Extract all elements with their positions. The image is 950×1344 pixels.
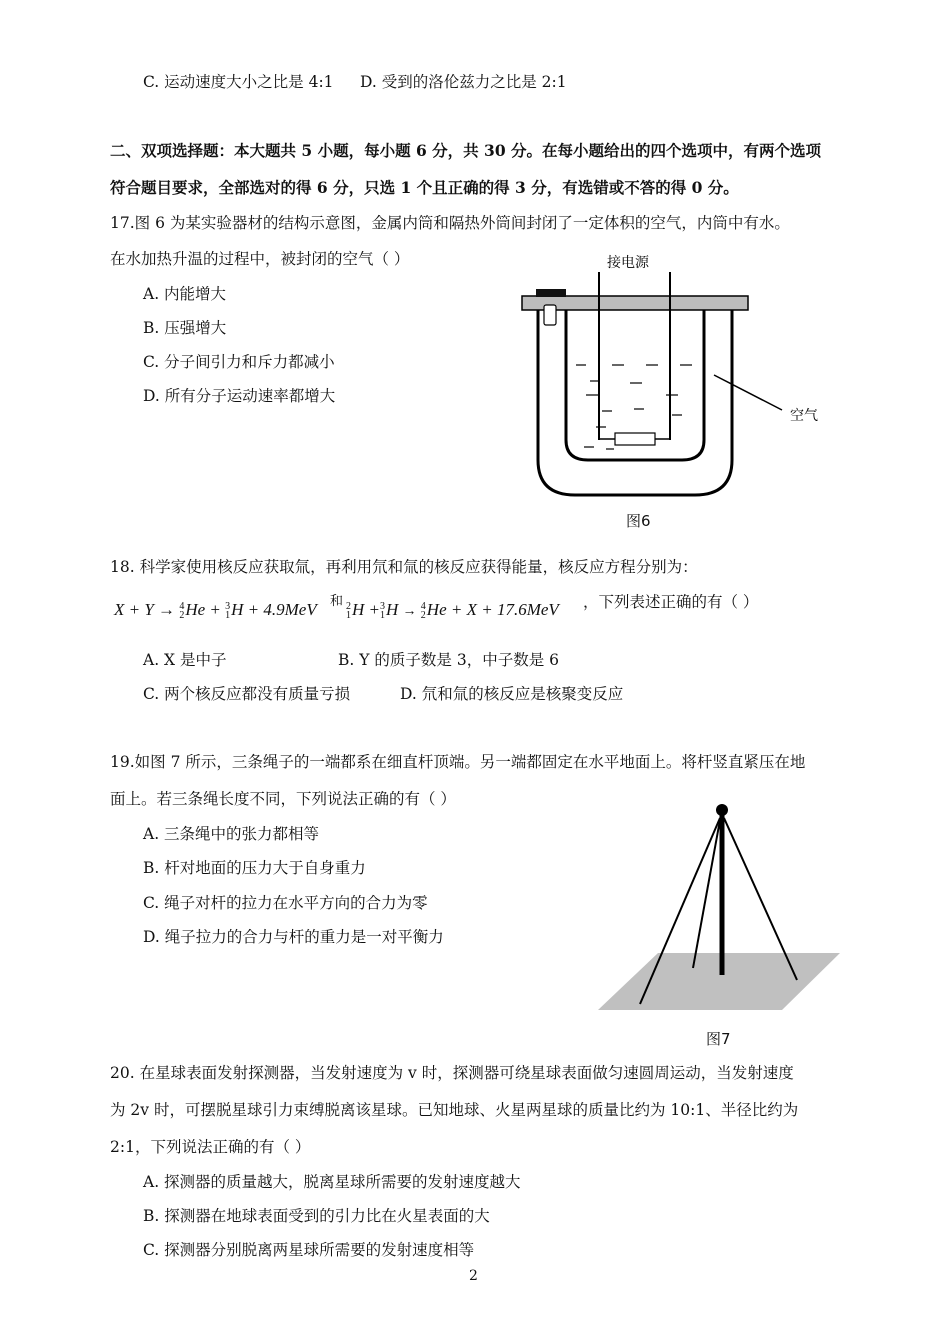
figure6-diagram bbox=[500, 245, 850, 510]
q20-option-c: C. 探测器分别脱离两星球所需要的发射速度相等 bbox=[143, 1241, 475, 1259]
q17-option-a: A. 内能增大 bbox=[143, 285, 227, 303]
q18-equation-1: X + Y → 4 2 He + 3 1 H + 4.9MeV bbox=[114, 600, 317, 622]
figure6-caption: 图6 bbox=[626, 512, 651, 530]
q17-option-c: C. 分子间引力和斥力都减小 bbox=[143, 353, 335, 371]
q19-option-d: D. 绳子拉力的合力与杆的重力是一对平衡力 bbox=[143, 928, 444, 946]
q18-stem-tail: ，下列表述正确的有（ ） bbox=[583, 593, 759, 611]
q20-stem-line2: 为 2v 时，可摆脱星球引力束缚脱离该星球。已知地球、火星两星球的质量比约为 10:1、半径比约为 bbox=[110, 1101, 799, 1119]
q18-option-d: D. 氘和氚的核反应是核聚变反应 bbox=[400, 685, 624, 703]
option-d-prev: D. 受到的洛伦兹力之比是 2:1 bbox=[360, 73, 567, 91]
page-number: 2 bbox=[469, 1268, 478, 1284]
q18-equation-2: 2 1 H + 3 1 H → 4 2 He + X + 17.6MeV bbox=[346, 600, 559, 622]
lid-knob bbox=[536, 289, 566, 297]
q17-option-b: B. 压强增大 bbox=[143, 319, 227, 337]
q19-stem-line2: 面上。若三条绳长度不同，下列说法正确的有（ ） bbox=[110, 790, 456, 808]
power-label: 接电源 bbox=[607, 255, 649, 271]
pole-top bbox=[716, 804, 728, 816]
q20-option-b: B. 探测器在地球表面受到的引力比在火星表面的大 bbox=[143, 1207, 490, 1225]
q20-option-a: A. 探测器的质量越大，脱离星球所需要的发射速度越大 bbox=[143, 1173, 521, 1191]
rope-middle bbox=[693, 820, 720, 968]
q17-stem-line2: 在水加热升温的过程中，被封闭的空气（ ） bbox=[110, 250, 410, 268]
q19-stem-line1: 19.如图 7 所示，三条绳子的一端都系在细直杆顶端。另一端都固定在水平地面上。将杆竖直紧压在地 bbox=[110, 753, 806, 771]
q18-conj: 和 bbox=[330, 594, 344, 609]
ground-plane bbox=[598, 953, 840, 1010]
figure7-caption: 图7 bbox=[706, 1030, 731, 1048]
q18-option-b: B. Y 的质子数是 3，中子数是 6 bbox=[338, 651, 559, 669]
option-c-prev: C. 运动速度大小之比是 4:1 bbox=[143, 73, 334, 91]
q20-stem-line1: 20. 在星球表面发射探测器，当发射速度为 v 时，探测器可绕星球表面做匀速圆周运动，当发射速度 bbox=[110, 1064, 794, 1082]
q19-option-b: B. 杆对地面的压力大于自身重力 bbox=[143, 859, 366, 877]
air-pointer bbox=[714, 375, 782, 410]
figure7-diagram bbox=[590, 798, 850, 1018]
section-heading-line2: 符合题目要求，全部选对的得 6 分，只选 1 个且正确的得 3 分，有选错或不答的得 0 分。 bbox=[110, 178, 739, 197]
q20-stem-line3: 2:1，下列说法正确的有（ ） bbox=[110, 1138, 311, 1156]
q19-option-a: A. 三条绳中的张力都相等 bbox=[143, 825, 320, 843]
q17-stem-line1: 17.图 6 为某实验器材的结构示意图，金属内筒和隔热外筒间封闭了一定体积的空气，内筒中有水。 bbox=[110, 214, 790, 232]
q18-option-a: A. X 是中子 bbox=[143, 651, 227, 669]
q18-option-c: C. 两个核反应都没有质量亏损 bbox=[143, 685, 351, 703]
eq1-lhs: X + Y → bbox=[114, 600, 176, 619]
section-heading-line1: 二、双项选择题：本大题共 5 小题，每小题 6 分，共 30 分。在每小题给出的四个选项中，有两个选项 bbox=[110, 141, 822, 160]
q17-option-d: D. 所有分子运动速率都增大 bbox=[143, 387, 336, 405]
air-label: 空气 bbox=[790, 408, 818, 424]
thermometer bbox=[544, 305, 556, 325]
heater-element bbox=[615, 433, 655, 445]
q19-option-c: C. 绳子对杆的拉力在水平方向的合力为零 bbox=[143, 894, 428, 912]
q18-stem: 18. 科学家使用核反应获取氚，再利用氘和氚的核反应获得能量，核反应方程分别为： bbox=[110, 558, 698, 576]
